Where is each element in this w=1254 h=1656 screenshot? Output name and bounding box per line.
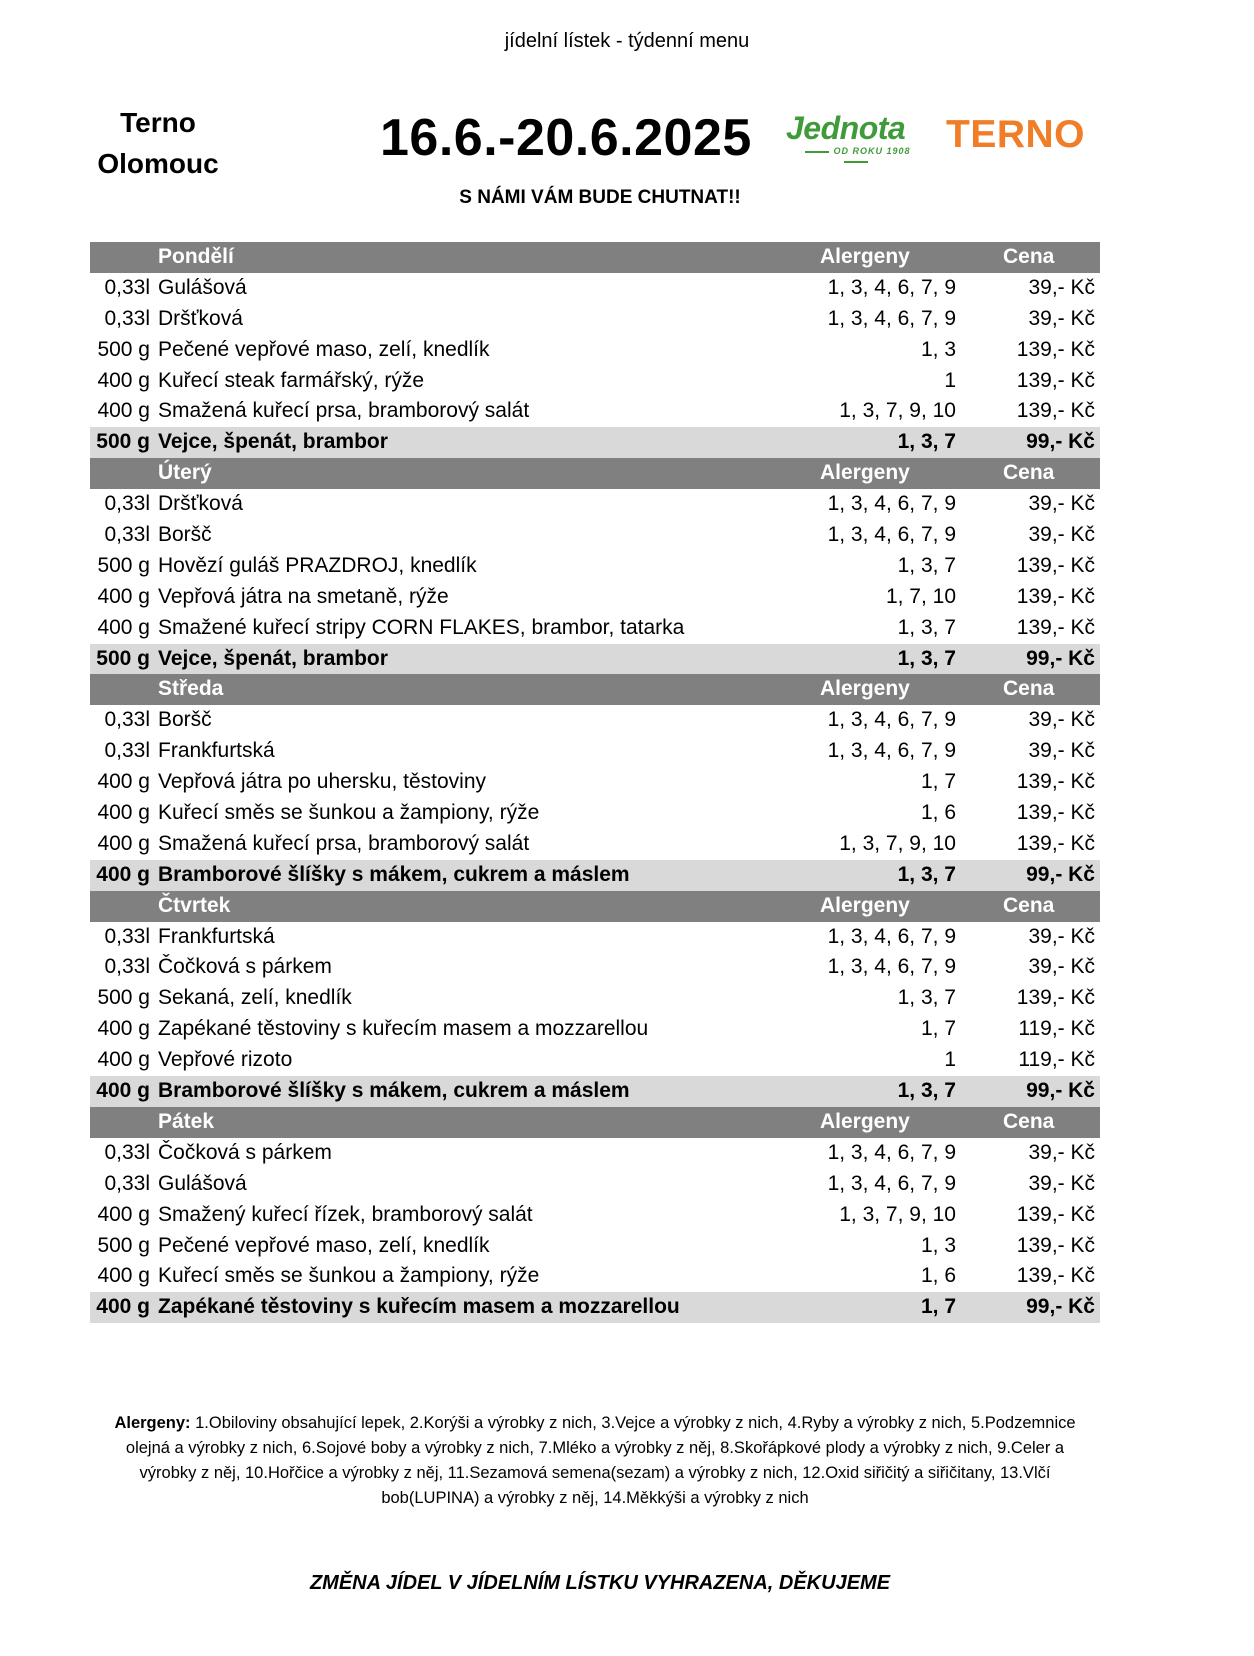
special-name: Vejce, špenát, brambor [158, 646, 388, 670]
item-name: Gulášová [158, 275, 247, 299]
item-quantity: 0,33l [104, 523, 150, 547]
item-price: 39,- Kč [1028, 492, 1095, 516]
item-quantity: 0,33l [104, 1171, 150, 1195]
allergens-column-header: Alergeny [820, 245, 910, 268]
item-name: Dršťková [158, 492, 243, 516]
menu-item-row [90, 1169, 1100, 1200]
item-allergens: 1, 7, 10 [885, 584, 956, 608]
day-name: Úterý [158, 461, 212, 485]
allergen-legend-line-2: olejná a výrobky z nich, 6.Sojové boby a výrobky z nich, 7.Mléko a výrobky z něj, 8.Skořápkové plody a výrobky z nich, 9.Celer a [125, 1439, 1065, 1457]
item-name: Smažená kuřecí prsa, bramborový salát [158, 831, 530, 855]
item-price: 119,- Kč [1018, 1017, 1095, 1041]
item-price: 39,- Kč [1028, 955, 1095, 979]
item-quantity: 400 g [97, 1264, 150, 1288]
footer-note: ZMĚNA JÍDEL V JÍDELNÍM LÍSTKU VYHRAZENA, DĚKUJEME [309, 1572, 891, 1594]
special-item-row [90, 860, 1100, 891]
item-allergens: 1, 3, 7, 9, 10 [839, 399, 956, 423]
item-allergens: 1, 3 [920, 337, 956, 361]
special-price: 99,- Kč [1026, 862, 1095, 886]
slogan: S NÁMI VÁM BUDE CHUTNAT!! [459, 187, 741, 208]
item-name: Zapékané těstoviny s kuřecím masem a mozzarellou [158, 1017, 649, 1041]
menu-item-row [90, 1138, 1100, 1169]
item-quantity: 500 g [97, 337, 150, 361]
item-price: 139,- Kč [1016, 770, 1095, 794]
item-price: 39,- Kč [1028, 1171, 1095, 1195]
menu-item-row [90, 798, 1100, 829]
menu-item-row [90, 335, 1100, 366]
special-name: Bramborové šlíšky s mákem, cukrem a máslem [158, 1079, 630, 1103]
special-allergens: 1, 3, 7 [897, 646, 956, 670]
item-allergens: 1, 3, 4, 6, 7, 9 [827, 739, 956, 763]
day-header [90, 458, 1100, 489]
item-price: 139,- Kč [1016, 337, 1095, 361]
item-price: 139,- Kč [1016, 368, 1095, 392]
item-quantity: 400 g [97, 770, 150, 794]
allergens-column-header: Alergeny [820, 461, 910, 485]
item-price: 139,- Kč [1016, 584, 1095, 608]
item-name: Kuřecí steak farmářský, rýže [158, 368, 425, 392]
item-quantity: 400 g [97, 1017, 150, 1041]
item-price: 39,- Kč [1028, 739, 1095, 763]
item-allergens: 1 [944, 1048, 956, 1072]
special-price: 99,- Kč [1026, 646, 1095, 670]
allergens-column-header: Alergeny [820, 1109, 910, 1133]
menu-item-row [90, 273, 1100, 304]
item-name: Kuřecí směs se šunkou a žampiony, rýže [158, 801, 540, 825]
item-allergens: 1, 3, 4, 6, 7, 9 [827, 924, 956, 948]
allergen-legend-line-3: výrobky z něj, 10.Hořčice a výrobky z něj, 11.Sezamová semena(sezam) a výrobky z nich, 12.Oxid siřičitý a siřičitany, 13.Vlčí [139, 1464, 1051, 1482]
item-allergens: 1, 6 [920, 801, 956, 825]
menu-item-row [90, 582, 1100, 613]
menu-item-row [90, 520, 1100, 551]
jednota-logo-word: Jednota [786, 110, 906, 146]
item-quantity: 400 g [97, 831, 150, 855]
menu-item-row [90, 1231, 1100, 1262]
price-column-header: Cena [1003, 1109, 1055, 1133]
item-allergens: 1 [944, 368, 956, 392]
item-name: Kuřecí směs se šunkou a žampiony, rýže [158, 1264, 540, 1288]
item-quantity: 400 g [97, 1048, 150, 1072]
special-price: 99,- Kč [1026, 430, 1095, 454]
item-allergens: 1, 3, 4, 6, 7, 9 [827, 275, 956, 299]
special-quantity: 500 g [96, 430, 150, 454]
allergens-column-header: Alergeny [820, 677, 910, 701]
special-name: Bramborové šlíšky s mákem, cukrem a máslem [158, 862, 630, 886]
item-price: 139,- Kč [1016, 399, 1095, 423]
item-allergens: 1, 3, 7, 9, 10 [839, 831, 956, 855]
item-quantity: 0,33l [104, 306, 150, 330]
day-name: Pátek [158, 1109, 215, 1133]
item-price: 39,- Kč [1028, 523, 1095, 547]
item-price: 119,- Kč [1018, 1048, 1095, 1072]
item-name: Vepřová játra po uhersku, těstoviny [158, 770, 487, 794]
document-title: jídelní lístek - týdenní menu [504, 30, 750, 52]
special-item-row [90, 644, 1100, 675]
special-quantity: 400 g [96, 1295, 150, 1319]
day-header [90, 674, 1100, 705]
menu-item-row [90, 705, 1100, 736]
store-name [88, 102, 228, 184]
item-name: Čočková s párkem [158, 1140, 332, 1164]
day-header [90, 242, 1100, 273]
item-allergens: 1, 3, 4, 6, 7, 9 [827, 1171, 956, 1195]
item-quantity: 400 g [97, 1202, 150, 1226]
allergen-legend-line-4: bob(LUPINA) a výrobky z něj, 14.Měkkýši a výrobky z nich [381, 1489, 809, 1507]
item-price: 139,- Kč [1016, 986, 1095, 1010]
special-price: 99,- Kč [1026, 1295, 1095, 1319]
menu-item-row [90, 1200, 1100, 1231]
item-allergens: 1, 3, 4, 6, 7, 9 [827, 1140, 956, 1164]
item-allergens: 1, 6 [920, 1264, 956, 1288]
day-header [90, 891, 1100, 922]
item-allergens: 1, 3, 4, 6, 7, 9 [827, 492, 956, 516]
item-price: 39,- Kč [1028, 306, 1095, 330]
special-allergens: 1, 3, 7 [897, 430, 956, 454]
item-price: 39,- Kč [1028, 924, 1095, 948]
item-name: Boršč [158, 708, 212, 732]
item-allergens: 1, 3, 4, 6, 7, 9 [827, 306, 956, 330]
item-price: 139,- Kč [1016, 831, 1095, 855]
item-name: Frankfurtská [158, 924, 275, 948]
price-column-header: Cena [1003, 893, 1055, 917]
item-quantity: 0,33l [104, 739, 150, 763]
item-allergens: 1, 3, 4, 6, 7, 9 [827, 708, 956, 732]
item-quantity: 400 g [97, 801, 150, 825]
item-price: 139,- Kč [1016, 1202, 1095, 1226]
item-quantity: 0,33l [104, 924, 150, 948]
menu-item-row [90, 366, 1100, 397]
item-price: 139,- Kč [1016, 1233, 1095, 1257]
item-quantity: 500 g [97, 553, 150, 577]
item-name: Čočková s párkem [158, 955, 332, 979]
item-quantity: 0,33l [104, 1140, 150, 1164]
item-allergens: 1, 3, 7 [897, 553, 956, 577]
terno-logo: TERNO [946, 113, 1085, 156]
special-name: Zapékané těstoviny s kuřecím masem a mozzarellou [158, 1295, 680, 1319]
item-price: 139,- Kč [1016, 615, 1095, 639]
allergen-legend-line-1: 1.Obiloviny obsahující lepek, 2.Korýši a výrobky z nich, 3.Vejce a výrobky z nich, 4.Ryby a výrobky z nich, 5.Podzemnice [190, 1414, 1076, 1432]
item-allergens: 1, 3, 4, 6, 7, 9 [827, 523, 956, 547]
special-price: 99,- Kč [1026, 1079, 1095, 1103]
date-range: 16.6.-20.6.2025 [380, 109, 752, 167]
item-quantity: 500 g [97, 986, 150, 1010]
store-line-1: Terno [120, 107, 196, 138]
item-name: Smažená kuřecí prsa, bramborový salát [158, 399, 530, 423]
menu-item-row [90, 829, 1100, 860]
item-price: 39,- Kč [1028, 275, 1095, 299]
item-price: 39,- Kč [1028, 708, 1095, 732]
special-allergens: 1, 3, 7 [897, 862, 956, 886]
menu-item-row [90, 396, 1100, 427]
item-name: Boršč [158, 523, 212, 547]
day-name: Čtvrtek [158, 893, 231, 917]
menu-item-row [90, 613, 1100, 644]
special-item-row [90, 1292, 1100, 1323]
item-quantity: 0,33l [104, 275, 150, 299]
item-price: 139,- Kč [1016, 801, 1095, 825]
menu-item-row [90, 489, 1100, 520]
special-item-row [90, 1076, 1100, 1107]
weekly-menu-table [90, 242, 1100, 1323]
item-name: Vepřové rizoto [158, 1048, 293, 1072]
item-allergens: 1, 7 [920, 1017, 956, 1041]
day-name: Pondělí [158, 245, 234, 268]
item-allergens: 1, 3, 4, 6, 7, 9 [827, 955, 956, 979]
special-name: Vejce, špenát, brambor [158, 430, 388, 454]
store-line-2: Olomouc [97, 148, 219, 179]
item-allergens: 1, 3 [920, 1233, 956, 1257]
item-allergens: 1, 3, 7 [897, 986, 956, 1010]
item-name: Dršťková [158, 306, 243, 330]
special-quantity: 400 g [96, 1079, 150, 1103]
item-quantity: 0,33l [104, 708, 150, 732]
allergen-legend [90, 1411, 1100, 1511]
item-allergens: 1, 3, 7 [897, 615, 956, 639]
item-quantity: 400 g [97, 399, 150, 423]
item-quantity: 400 g [97, 584, 150, 608]
menu-item-row [90, 767, 1100, 798]
item-name: Smažený kuřecí řízek, bramborový salát [158, 1202, 533, 1226]
day-header [90, 1107, 1100, 1138]
menu-item-row [90, 551, 1100, 582]
special-allergens: 1, 3, 7 [897, 1079, 956, 1103]
special-quantity: 500 g [96, 646, 150, 670]
item-allergens: 1, 7 [920, 770, 956, 794]
item-name: Vepřová játra na smetaně, rýže [158, 584, 449, 608]
allergen-legend-label: Alergeny: [114, 1414, 191, 1432]
menu-item-row [90, 1014, 1100, 1045]
item-name: Frankfurtská [158, 739, 275, 763]
item-quantity: 0,33l [104, 955, 150, 979]
menu-item-row [90, 736, 1100, 767]
jednota-logo [786, 112, 926, 162]
allergens-column-header: Alergeny [820, 893, 910, 917]
day-name: Středa [158, 677, 224, 701]
menu-item-row [90, 304, 1100, 335]
item-quantity: 0,33l [104, 492, 150, 516]
price-column-header: Cena [1003, 245, 1055, 268]
item-price: 39,- Kč [1028, 1140, 1095, 1164]
item-quantity: 400 g [97, 368, 150, 392]
item-quantity: 400 g [97, 615, 150, 639]
menu-item-row [90, 983, 1100, 1014]
item-name: Sekaná, zelí, knedlík [158, 986, 352, 1010]
item-name: Hovězí guláš PRAZDROJ, knedlík [158, 553, 477, 577]
price-column-header: Cena [1003, 677, 1055, 701]
menu-item-row [90, 1261, 1100, 1292]
special-item-row [90, 427, 1100, 458]
special-quantity: 400 g [96, 862, 150, 886]
item-name: Gulášová [158, 1171, 247, 1195]
item-price: 139,- Kč [1016, 1264, 1095, 1288]
item-name: Pečené vepřové maso, zelí, knedlík [158, 337, 490, 361]
price-column-header: Cena [1003, 461, 1055, 485]
menu-item-row [90, 1045, 1100, 1076]
item-name: Pečené vepřové maso, zelí, knedlík [158, 1233, 490, 1257]
special-allergens: 1, 7 [920, 1295, 956, 1319]
item-name: Smažené kuřecí stripy CORN FLAKES, brambor, tatarka [158, 615, 685, 639]
menu-item-row [90, 922, 1100, 953]
jednota-logo-subtitle: OD ROKU 1908 [786, 146, 926, 166]
menu-item-row [90, 952, 1100, 983]
item-quantity: 500 g [97, 1233, 150, 1257]
item-allergens: 1, 3, 7, 9, 10 [839, 1202, 956, 1226]
item-price: 139,- Kč [1016, 553, 1095, 577]
